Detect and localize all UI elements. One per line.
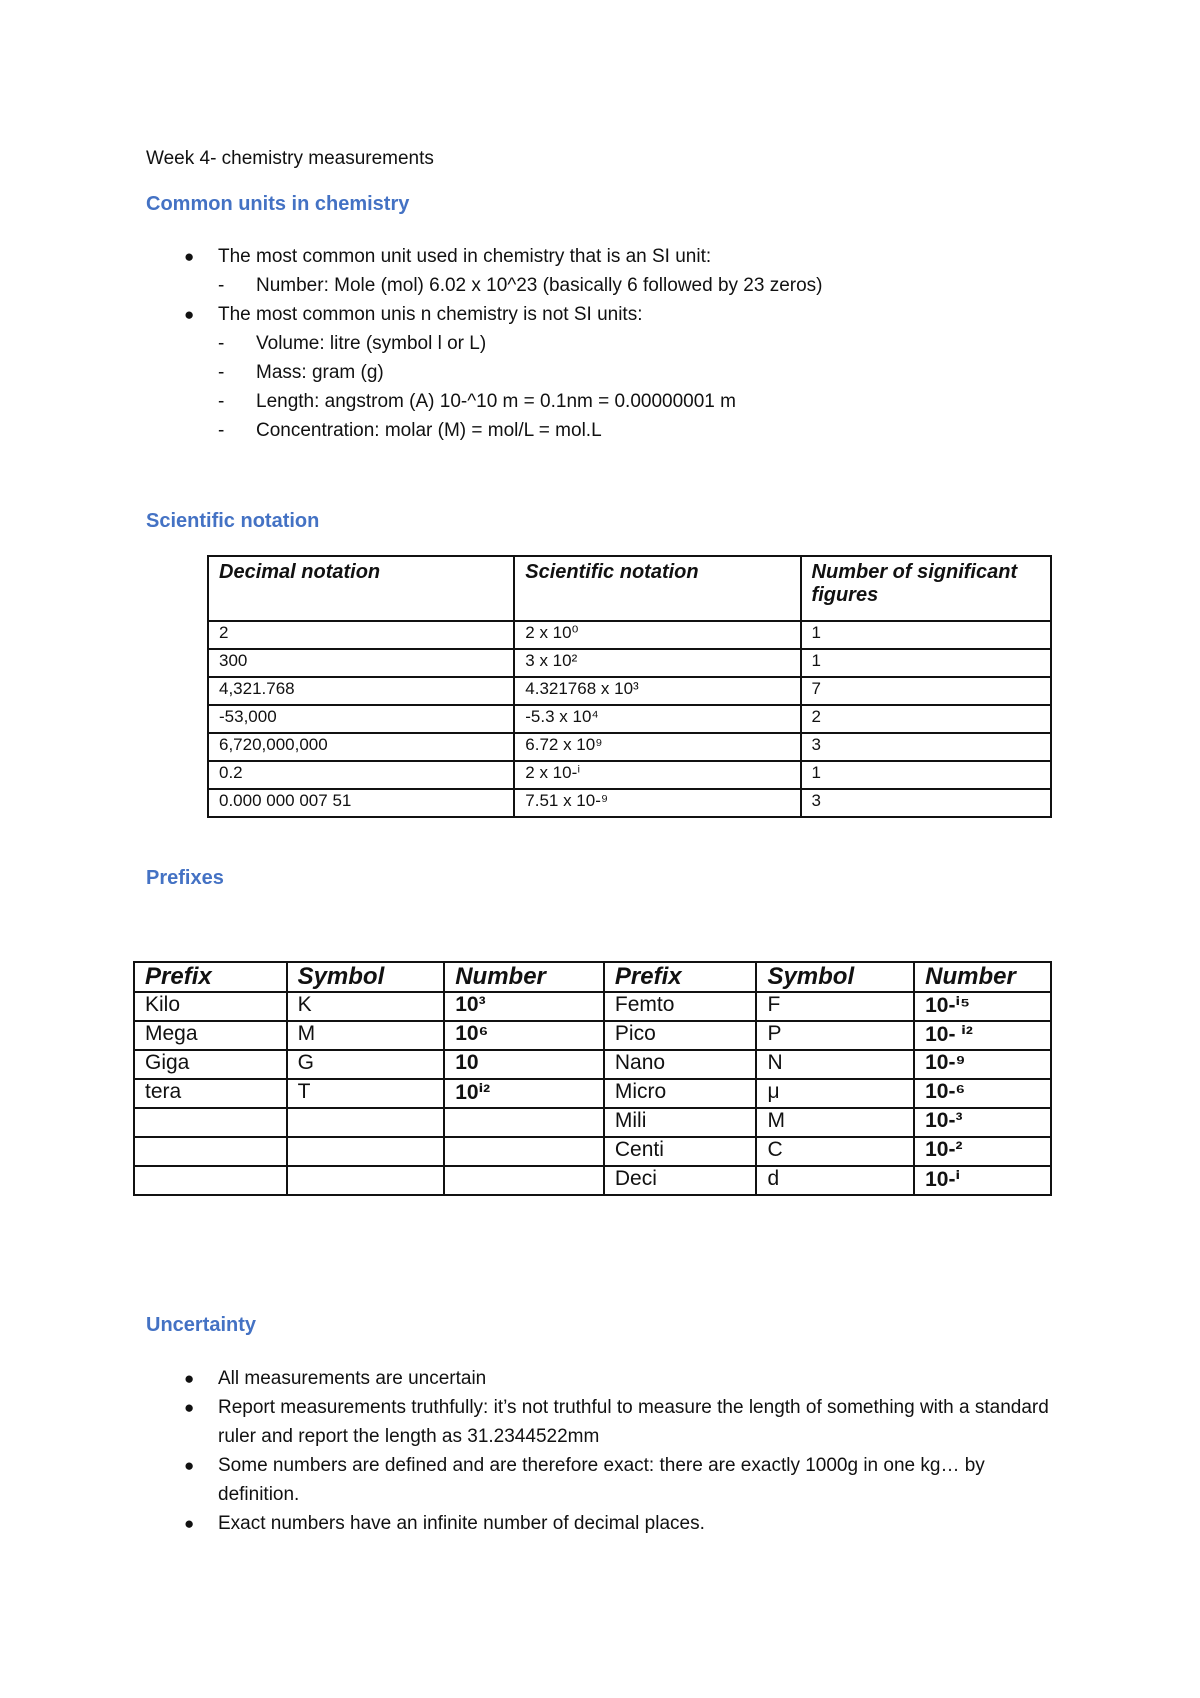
table-cell: Kilo	[134, 992, 287, 1021]
table-row	[134, 1079, 1051, 1108]
table-cell: K	[287, 992, 445, 1021]
table-cell: 10	[444, 1050, 604, 1079]
table-row	[208, 761, 1051, 789]
list-item	[146, 242, 1066, 271]
table-cell: 7.51 x 10-⁹	[514, 789, 800, 817]
uncertainty-list	[146, 1364, 1056, 1538]
table-cell: Mili	[604, 1108, 757, 1137]
table-cell: 1	[801, 621, 1051, 649]
table-cell: -5.3 x 10⁴	[514, 705, 800, 733]
list-item	[146, 300, 1066, 329]
column-header: Number	[914, 962, 1051, 992]
table-row	[208, 649, 1051, 677]
table-cell	[134, 1137, 287, 1166]
list-item-text: Volume: litre (symbol l or L)	[256, 333, 487, 354]
dash-icon: -	[218, 333, 225, 354]
column-header: Prefix	[604, 962, 757, 992]
table-row	[208, 789, 1051, 817]
list-item	[146, 1509, 1056, 1538]
dash-icon: -	[218, 420, 225, 441]
column-header: Number	[444, 962, 604, 992]
table-cell: 0.000 000 007 51	[208, 789, 514, 817]
table-cell: 3	[801, 733, 1051, 761]
list-item	[146, 1364, 1056, 1393]
list-item-text: The most common unit used in chemistry that is an SI unit:	[218, 246, 712, 267]
table-row	[208, 621, 1051, 649]
bullet-icon: ●	[184, 1369, 195, 1388]
list-item	[146, 1393, 1056, 1451]
table-cell: 2	[801, 705, 1051, 733]
table-cell: Deci	[604, 1166, 757, 1195]
table-cell: P	[756, 1021, 914, 1050]
table-cell: 10- ⁱ²	[914, 1021, 1051, 1050]
table-row	[134, 1137, 1051, 1166]
table-cell: Mega	[134, 1021, 287, 1050]
list-item	[146, 358, 1066, 387]
table-cell: 3	[801, 789, 1051, 817]
list-item-text: All measurements are uncertain	[218, 1368, 487, 1389]
table-cell	[134, 1108, 287, 1137]
table-cell: G	[287, 1050, 445, 1079]
prefixes-table	[133, 961, 1052, 1196]
table-cell: M	[287, 1021, 445, 1050]
bullet-icon: ●	[184, 1398, 195, 1417]
page-title: Week 4- chemistry measurements	[146, 148, 434, 169]
table-cell: C	[756, 1137, 914, 1166]
table-cell: 4,321.768	[208, 677, 514, 705]
list-item-text: The most common unis n chemistry is not SI units:	[218, 304, 643, 325]
list-item-text: Length: angstrom (A) 10-^10 m = 0.1nm = 0.00000001 m	[256, 391, 736, 412]
table-cell	[444, 1166, 604, 1195]
table-cell: 10-⁹	[914, 1050, 1051, 1079]
table-cell: 10ⁱ²	[444, 1079, 604, 1108]
table-cell: tera	[134, 1079, 287, 1108]
bullet-icon: ●	[184, 1456, 195, 1475]
table-cell: μ	[756, 1079, 914, 1108]
table-cell: 7	[801, 677, 1051, 705]
table-header-row	[134, 962, 1051, 992]
column-header: Scientific notation	[514, 556, 800, 621]
table-cell: 1	[801, 649, 1051, 677]
table-cell	[444, 1137, 604, 1166]
table-cell: 1	[801, 761, 1051, 789]
table-cell: 10-²	[914, 1137, 1051, 1166]
table-cell: N	[756, 1050, 914, 1079]
dash-icon: -	[218, 275, 225, 296]
table-cell	[287, 1108, 445, 1137]
column-header: Prefix	[134, 962, 287, 992]
table-cell: 10³	[444, 992, 604, 1021]
table-cell: 6.72 x 10⁹	[514, 733, 800, 761]
bullet-icon: ●	[184, 305, 195, 324]
table-cell: 0.2	[208, 761, 514, 789]
dash-icon: -	[218, 391, 225, 412]
table-cell: 10-ⁱ⁵	[914, 992, 1051, 1021]
list-item-text: Concentration: molar (M) = mol/L = mol.L	[256, 420, 602, 441]
column-header: Number of significant figures	[801, 556, 1051, 621]
table-cell	[287, 1166, 445, 1195]
table-row	[208, 733, 1051, 761]
table-cell	[287, 1137, 445, 1166]
list-item	[146, 1451, 1056, 1509]
table-row	[134, 1050, 1051, 1079]
table-row	[134, 992, 1051, 1021]
table-cell: Centi	[604, 1137, 757, 1166]
list-item	[146, 271, 1066, 300]
list-item-text: Number: Mole (mol) 6.02 x 10^23 (basically 6 followed by 23 zeros)	[256, 275, 823, 296]
list-item-text: Exact numbers have an infinite number of decimal places.	[218, 1513, 705, 1534]
heading-uncertainty: Uncertainty	[146, 1314, 257, 1336]
table-cell	[444, 1108, 604, 1137]
list-item-text: Some numbers are defined and are therefore exact: there are exactly 1000g in one kg… by definition.	[218, 1455, 985, 1505]
table-cell: 10⁶	[444, 1021, 604, 1050]
table-cell: T	[287, 1079, 445, 1108]
table-row	[208, 705, 1051, 733]
table-row	[134, 1108, 1051, 1137]
table-cell: 2	[208, 621, 514, 649]
table-cell: Nano	[604, 1050, 757, 1079]
table-cell: Micro	[604, 1079, 757, 1108]
column-header: Decimal notation	[208, 556, 514, 621]
heading-prefixes: Prefixes	[146, 867, 224, 889]
bullet-icon: ●	[184, 247, 195, 266]
table-cell: M	[756, 1108, 914, 1137]
table-cell: Giga	[134, 1050, 287, 1079]
table-cell: 6,720,000,000	[208, 733, 514, 761]
column-header: Symbol	[756, 962, 914, 992]
table-cell: d	[756, 1166, 914, 1195]
common-units-list	[146, 242, 1066, 445]
table-cell: 3 x 10²	[514, 649, 800, 677]
table-cell: Pico	[604, 1021, 757, 1050]
table-cell	[134, 1166, 287, 1195]
table-cell: 10-⁶	[914, 1079, 1051, 1108]
list-item	[146, 387, 1066, 416]
dash-icon: -	[218, 362, 225, 383]
heading-scientific-notation: Scientific notation	[146, 510, 320, 532]
list-item	[146, 329, 1066, 358]
heading-common-units: Common units in chemistry	[146, 193, 410, 215]
table-header-row	[208, 556, 1051, 621]
list-item-text: Mass: gram (g)	[256, 362, 384, 383]
table-cell: -53,000	[208, 705, 514, 733]
table-row	[134, 1021, 1051, 1050]
table-cell: 10-³	[914, 1108, 1051, 1137]
table-cell: 10-ⁱ	[914, 1166, 1051, 1195]
scientific-notation-table	[207, 555, 1052, 818]
column-header: Symbol	[287, 962, 445, 992]
table-cell: Femto	[604, 992, 757, 1021]
list-item	[146, 416, 1066, 445]
table-cell: 2 x 10⁰	[514, 621, 800, 649]
table-row	[208, 677, 1051, 705]
list-item-text: Report measurements truthfully: it’s not truthful to measure the length of something with a standard ruler and report the length as 31.2344522mm	[218, 1397, 1049, 1447]
table-cell: 4.321768 x 10³	[514, 677, 800, 705]
table-row	[134, 1166, 1051, 1195]
table-cell: F	[756, 992, 914, 1021]
table-cell: 2 x 10-ⁱ	[514, 761, 800, 789]
bullet-icon: ●	[184, 1514, 195, 1533]
table-cell: 300	[208, 649, 514, 677]
